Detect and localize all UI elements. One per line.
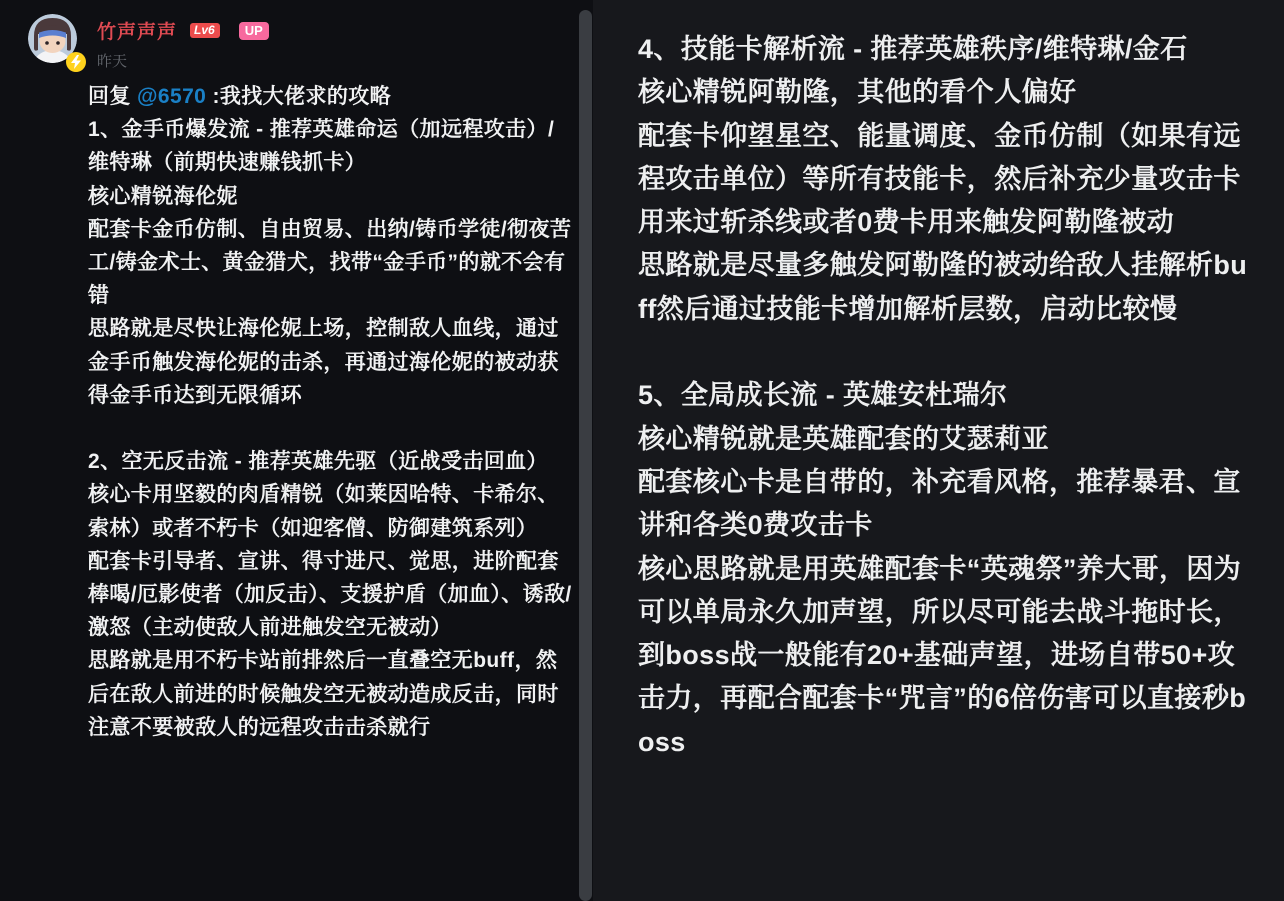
comment-paragraph: 配套卡仰望星空、能量调度、金币仿制（如果有远程攻击单位）等所有技能卡，然后补充少量攻击卡用来过斩杀线或者0费卡用来触发阿勒隆被动 bbox=[638, 120, 1241, 238]
comment-paragraph: 配套卡引导者、宣讲、得寸进尺、觉思，进阶配套棒喝/厄影使者（加反击）、支援护盾（加血）、诱敌/激怒（主动使敌人前进触发空无被动） bbox=[88, 549, 572, 640]
name-row bbox=[97, 17, 269, 44]
comment-panel-left bbox=[0, 0, 593, 901]
comment-paragraph: 思路就是尽快让海伦妮上场，控制敌人血线，通过金手币触发海伦妮的击杀，再通过海伦妮的被动获得金手币达到无限循环 bbox=[88, 317, 559, 407]
comment-paragraph bbox=[638, 331, 1254, 374]
comment-panel-right bbox=[593, 0, 1284, 901]
left-paragraphs bbox=[88, 113, 572, 744]
comment-header bbox=[28, 14, 269, 71]
comment-paragraph: 2、空无反击流 - 推荐英雄先驱（近战受击回血） bbox=[88, 450, 548, 474]
username[interactable]: 竹声声声 bbox=[97, 22, 178, 43]
comment-paragraph: 核心精锐阿勒隆，其他的看个人偏好 bbox=[638, 77, 1077, 108]
lightning-badge-icon bbox=[66, 52, 86, 72]
reply-line bbox=[88, 80, 572, 113]
comment-paragraph: 核心思路就是用英雄配套卡“英魂祭”养大哥，因为可以单局永久加声望，所以尽可能去战斗拖时长，到boss战一般能有20+基础声望，进场自带50+攻击力，再配合配套卡“咒言”的6倍伤害可以直接秒boss bbox=[638, 553, 1247, 757]
avatar[interactable] bbox=[28, 14, 77, 63]
mention-link[interactable]: @6570 bbox=[137, 85, 207, 108]
comment-body-right bbox=[638, 28, 1254, 764]
level-badge: Lv6 bbox=[190, 23, 220, 38]
comment-paragraph: 思路就是尽量多触发阿勒隆的被动给敌人挂解析buff然后通过技能卡增加解析层数，启动比较慢 bbox=[638, 250, 1248, 324]
header-text bbox=[97, 14, 269, 71]
reply-suffix: :我找大佬求的攻略 bbox=[206, 85, 392, 108]
timestamp: 昨天 bbox=[97, 53, 128, 70]
comment-paragraph: 核心精锐海伦妮 bbox=[88, 184, 238, 208]
comment-paragraph: 4、技能卡解析流 - 推荐英雄秩序/维特琳/金石 bbox=[638, 34, 1188, 64]
comment-paragraph: 思路就是用不朽卡站前排然后一直叠空无buff，然后在敌人前进的时候触发空无被动造成反击，同时注意不要被敌人的远程攻击击杀就行 bbox=[88, 649, 559, 739]
comment-paragraph: 配套核心卡是自带的，补充看风格，推荐暴君、宣讲和各类0费攻击卡 bbox=[638, 466, 1241, 541]
comment-body-left bbox=[88, 80, 572, 744]
comment-paragraph: 5、全局成长流 - 英雄安杜瑞尔 bbox=[638, 380, 1008, 411]
comment-paragraph: 配套卡金币仿制、自由贸易、出纳/铸币学徒/彻夜苦工/铸金术士、黄金猎犬，找带“金手币”的就不会有错 bbox=[88, 217, 572, 308]
up-badge: UP bbox=[239, 22, 269, 40]
comment-paragraph: 1、金手币爆发流 - 推荐英雄命运（加远程攻击）/维特琳（前期快速赚钱抓卡） bbox=[88, 118, 555, 175]
reply-prefix: 回复 bbox=[88, 85, 138, 108]
comment-paragraph: 核心精锐就是英雄配套的艾瑟莉亚 bbox=[638, 423, 1049, 454]
left-scrollbar[interactable] bbox=[579, 10, 592, 901]
comment-paragraph bbox=[88, 412, 572, 445]
comment-paragraph: 核心卡用坚毅的肉盾精锐（如莱因哈特、卡希尔、索林）或者不朽卡（如迎客僧、防御建筑系列） bbox=[88, 483, 559, 540]
